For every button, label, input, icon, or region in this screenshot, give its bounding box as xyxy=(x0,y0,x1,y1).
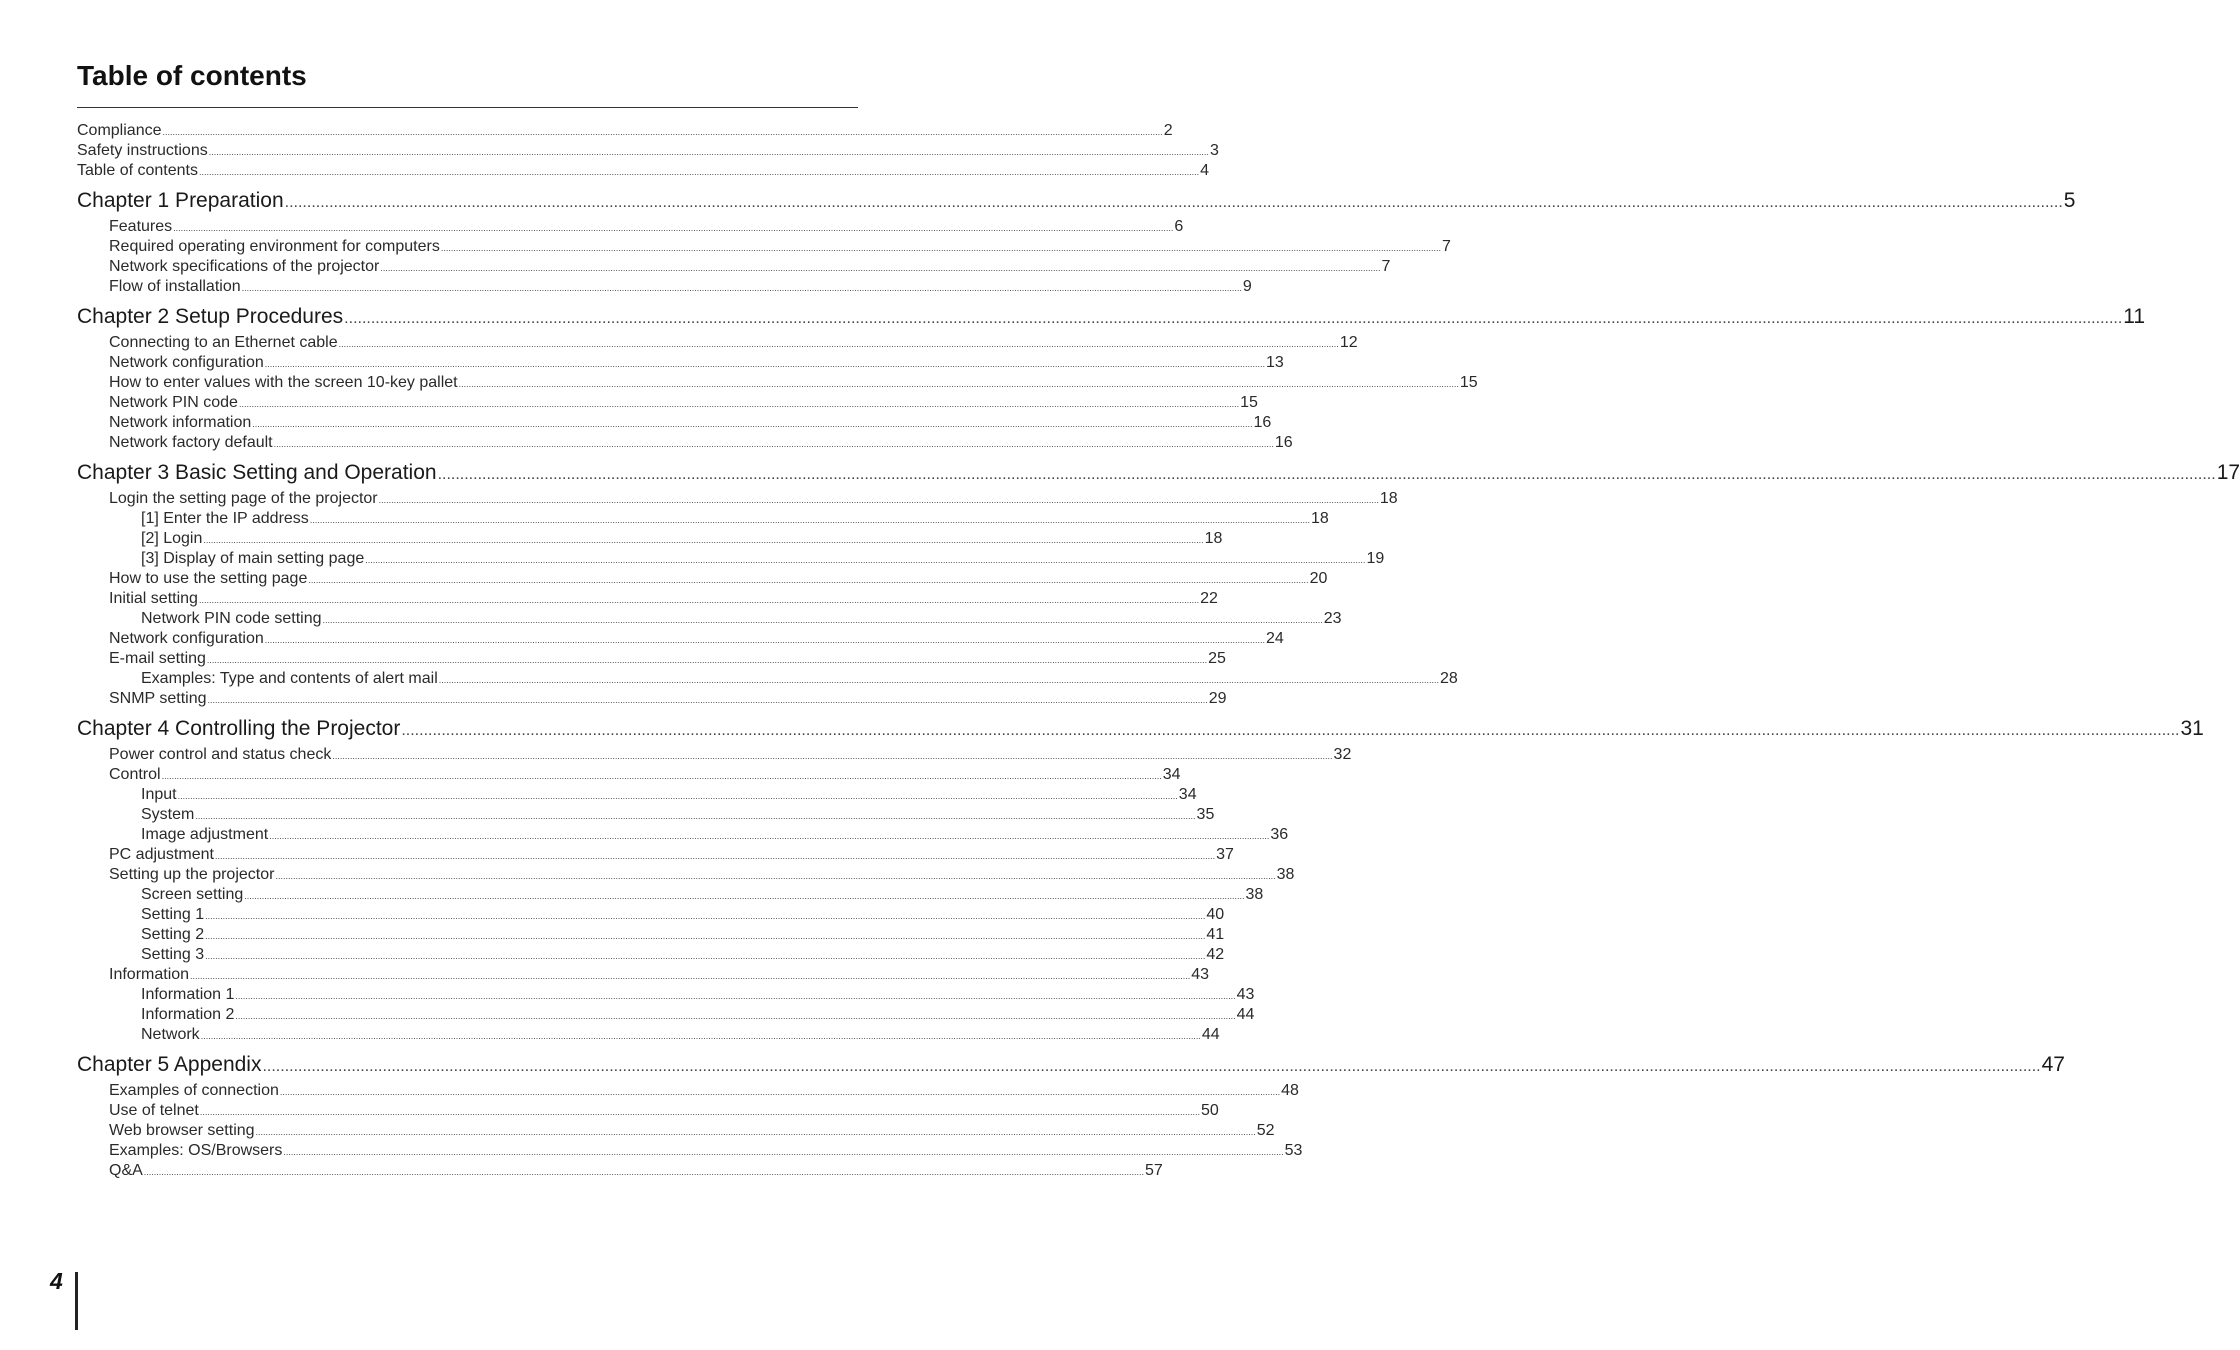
toc-chapter[interactable] xyxy=(77,1052,2065,1078)
toc-item[interactable] xyxy=(77,1081,1299,1101)
toc-entry-page: 48 xyxy=(1281,1082,1299,1099)
toc-leader-dots: ................................................................................................................................................................................................................................................................................................................................................................................................................ xyxy=(238,399,1240,409)
toc-entry-label: Chapter 5 Appendix xyxy=(77,1053,262,1076)
toc-entry-page: 16 xyxy=(1274,434,1293,451)
toc-entry-page: 47 xyxy=(2041,1053,2065,1076)
toc-entry-page: 36 xyxy=(1270,826,1289,843)
toc-entry-label: Image adjustment xyxy=(141,826,269,843)
toc-leader-dots: ................................................................................................................................................................................................................................................................................................................................................................................................................ xyxy=(190,971,1191,981)
toc-entry-label: How to use the setting page xyxy=(109,570,308,587)
toc-entry-page: 43 xyxy=(1236,986,1255,1003)
toc-entry-label: Power control and status check xyxy=(109,746,332,763)
toc-entry-page: 16 xyxy=(1253,414,1272,431)
toc-leader-dots: ................................................................................................................................................................................................................................................................................................................................................................................................................ xyxy=(269,831,1270,841)
toc-item[interactable] xyxy=(77,965,1210,985)
toc-subitem[interactable] xyxy=(77,945,1225,965)
toc-leader-dots: ................................................................................................................................................................................................................................................................................................................................................................................................................ xyxy=(437,466,2216,483)
toc-entry-label: [2] Login xyxy=(141,530,203,547)
toc-entry-page: 4 xyxy=(1200,162,1210,179)
title-divider xyxy=(77,107,858,108)
toc-entry-page: 12 xyxy=(1339,334,1358,351)
toc-subitem[interactable] xyxy=(77,925,1225,945)
toc-leader-dots: ................................................................................................................................................................................................................................................................................................................................................................................................................ xyxy=(205,911,1206,921)
toc-item[interactable] xyxy=(77,1141,1303,1161)
toc-entry-label: Setting up the projector xyxy=(109,866,275,883)
toc-subitem[interactable] xyxy=(77,885,1264,905)
toc-entry-label: Chapter 1 Preparation xyxy=(77,189,284,212)
toc-entry-page: 18 xyxy=(1379,490,1398,507)
toc-subitem[interactable] xyxy=(77,785,1197,805)
toc-entry-page: 50 xyxy=(1201,1102,1219,1119)
toc-entry-label: Login the setting page of the projector xyxy=(109,490,378,507)
toc-entry-label: Information 2 xyxy=(141,1006,235,1023)
toc-item[interactable] xyxy=(77,629,1284,649)
toc-leader-dots: ................................................................................................................................................................................................................................................................................................................................................................................................................ xyxy=(207,695,1208,705)
toc-entry-label: Compliance xyxy=(77,122,162,139)
toc-subitem[interactable] xyxy=(77,1005,1255,1025)
toc-entry-label: Setting 1 xyxy=(141,906,205,923)
toc-entry-page: 15 xyxy=(1459,374,1478,391)
toc-item[interactable] xyxy=(77,589,1218,609)
toc-entry-label: Chapter 3 Basic Setting and Operation xyxy=(77,461,437,484)
toc-item[interactable] xyxy=(77,393,1258,413)
toc-entry-label: Network factory default xyxy=(109,434,273,451)
toc-entry-label: [3] Display of main setting page xyxy=(141,550,365,567)
toc-leader-dots: ................................................................................................................................................................................................................................................................................................................................................................................................................ xyxy=(262,1058,2041,1075)
toc-leader-dots: ................................................................................................................................................................................................................................................................................................................................................................................................................ xyxy=(284,194,2063,211)
toc-entry-label: Flow of installation xyxy=(109,278,241,295)
toc-entry-label: System xyxy=(141,806,195,823)
toc-entry-label: Examples: OS/Browsers xyxy=(109,1142,283,1159)
toc-front-matter[interactable] xyxy=(77,141,1219,161)
toc-leader-dots: ................................................................................................................................................................................................................................................................................................................................................................................................................ xyxy=(198,167,1200,177)
toc-item[interactable] xyxy=(77,845,1234,865)
toc-leader-dots: ................................................................................................................................................................................................................................................................................................................................................................................................................ xyxy=(205,931,1206,941)
toc-entry-page: 6 xyxy=(1174,218,1184,235)
toc-entry-page: 23 xyxy=(1323,610,1342,627)
toc-entry-label: Network information xyxy=(109,414,252,431)
toc-entry-label: Network configuration xyxy=(109,354,264,371)
toc-entry-page: 44 xyxy=(1236,1006,1255,1023)
toc-entry-page: 29 xyxy=(1208,690,1227,707)
toc-leader-dots: ................................................................................................................................................................................................................................................................................................................................................................................................................ xyxy=(173,223,1174,233)
toc-leader-dots: ................................................................................................................................................................................................................................................................................................................................................................................................................ xyxy=(365,555,1366,565)
toc-subitem[interactable] xyxy=(77,825,1289,845)
toc-entry-page: 38 xyxy=(1276,866,1295,883)
toc-entry-label: Setting 2 xyxy=(141,926,205,943)
toc-subitem[interactable] xyxy=(77,529,1223,549)
toc-entry-label: E-mail setting xyxy=(109,650,206,667)
toc-entry-label: Web browser setting xyxy=(109,1122,255,1139)
toc-item[interactable] xyxy=(77,489,1398,509)
toc-item[interactable] xyxy=(77,333,1358,353)
toc-item[interactable] xyxy=(77,217,1184,237)
toc-leader-dots: ................................................................................................................................................................................................................................................................................................................................................................................................................ xyxy=(322,615,1323,625)
toc-subitem[interactable] xyxy=(77,985,1255,1005)
toc-item[interactable] xyxy=(77,353,1284,373)
toc-entry-page: 41 xyxy=(1206,926,1225,943)
toc-leader-dots: ................................................................................................................................................................................................................................................................................................................................................................................................................ xyxy=(401,722,2180,739)
toc-entry-page: 32 xyxy=(1333,746,1352,763)
toc-entry-page: 42 xyxy=(1206,946,1225,963)
toc-leader-dots: ................................................................................................................................................................................................................................................................................................................................................................................................................ xyxy=(161,771,1162,781)
toc-subitem[interactable] xyxy=(77,805,1215,825)
toc-entry-label: PC adjustment xyxy=(109,846,214,863)
toc-leader-dots: ................................................................................................................................................................................................................................................................................................................................................................................................................ xyxy=(283,1147,1284,1157)
toc-entry-label: Chapter 4 Controlling the Projector xyxy=(77,717,401,740)
toc-subitem[interactable] xyxy=(77,1025,1220,1045)
toc-entry-label: Network PIN code xyxy=(109,394,238,411)
toc-entry-page: 37 xyxy=(1216,846,1234,863)
toc-entry-label: SNMP setting xyxy=(109,690,207,707)
toc-entry-page: 25 xyxy=(1208,650,1226,667)
toc-subitem[interactable] xyxy=(77,905,1225,925)
toc-entry-label: Control xyxy=(109,766,161,783)
toc-leader-dots: ................................................................................................................................................................................................................................................................................................................................................................................................................ xyxy=(438,675,1439,685)
toc-item[interactable] xyxy=(77,569,1328,589)
toc-item[interactable] xyxy=(77,1121,1275,1141)
toc-item[interactable] xyxy=(77,433,1293,453)
toc-entry-label: Safety instructions xyxy=(77,142,208,159)
toc-leader-dots: ................................................................................................................................................................................................................................................................................................................................................................................................................ xyxy=(273,439,1274,449)
toc-entry-page: 17 xyxy=(2216,461,2240,484)
toc-leader-dots: ................................................................................................................................................................................................................................................................................................................................................................................................................ xyxy=(279,1087,1281,1097)
toc-leader-dots: ................................................................................................................................................................................................................................................................................................................................................................................................................ xyxy=(264,359,1265,369)
toc-leader-dots: ................................................................................................................................................................................................................................................................................................................................................................................................................ xyxy=(241,283,1242,293)
toc-leader-dots: ................................................................................................................................................................................................................................................................................................................................................................................................................ xyxy=(380,263,1381,273)
toc-entry-page: 15 xyxy=(1240,394,1258,411)
toc-leader-dots: ................................................................................................................................................................................................................................................................................................................................................................................................................ xyxy=(206,655,1208,665)
toc-entry-page: 34 xyxy=(1178,786,1197,803)
toc-leader-dots: ................................................................................................................................................................................................................................................................................................................................................................................................................ xyxy=(208,147,1209,157)
toc-list xyxy=(77,121,2240,1181)
toc-leader-dots: ................................................................................................................................................................................................................................................................................................................................................................................................................ xyxy=(200,1031,1201,1041)
toc-entry-page: 53 xyxy=(1284,1142,1303,1159)
toc-item[interactable] xyxy=(77,237,1451,257)
toc-leader-dots: ................................................................................................................................................................................................................................................................................................................................................................................................................ xyxy=(378,495,1379,505)
toc-leader-dots: ................................................................................................................................................................................................................................................................................................................................................................................................................ xyxy=(214,851,1216,861)
toc-item[interactable] xyxy=(77,373,1478,393)
toc-entry-label: Network xyxy=(141,1026,200,1043)
toc-item[interactable] xyxy=(77,1161,1163,1181)
toc-entry-page: 5 xyxy=(2063,189,2076,212)
page-title: Table of contents xyxy=(77,60,307,91)
toc-entry-page: 7 xyxy=(1381,258,1391,275)
toc-entry-label: [1] Enter the IP address xyxy=(141,510,309,527)
toc-entry-label: Q&A xyxy=(109,1162,143,1179)
toc-entry-label: Information xyxy=(109,966,190,983)
toc-leader-dots: ................................................................................................................................................................................................................................................................................................................................................................................................................ xyxy=(177,791,1178,801)
toc-leader-dots: ................................................................................................................................................................................................................................................................................................................................................................................................................ xyxy=(199,1107,1201,1117)
toc-entry-label: Required operating environment for computers xyxy=(109,238,440,255)
toc-leader-dots: ................................................................................................................................................................................................................................................................................................................................................................................................................ xyxy=(162,127,1163,137)
toc-entry-label: Network specifications of the projector xyxy=(109,258,380,275)
toc-leader-dots: ................................................................................................................................................................................................................................................................................................................................................................................................................ xyxy=(440,243,1442,253)
toc-entry-label: Connecting to an Ethernet cable xyxy=(109,334,338,351)
toc-entry-page: 57 xyxy=(1145,1162,1163,1179)
toc-item[interactable] xyxy=(77,689,1227,709)
toc-entry-page: 52 xyxy=(1256,1122,1275,1139)
toc-entry-label: Features xyxy=(109,218,173,235)
toc-item[interactable] xyxy=(77,649,1226,669)
toc-entry-label: Examples: Type and contents of alert mail xyxy=(141,670,438,687)
toc-item[interactable] xyxy=(77,413,1272,433)
toc-entry-label: Network PIN code setting xyxy=(141,610,322,627)
toc-entry-page: 38 xyxy=(1245,886,1264,903)
toc-subitem[interactable] xyxy=(77,669,1458,689)
toc-chapter[interactable] xyxy=(77,716,2204,742)
toc-entry-label: Screen setting xyxy=(141,886,244,903)
toc-entry-page: 18 xyxy=(1311,510,1329,527)
toc-entry-page: 22 xyxy=(1200,590,1218,607)
toc-entry-page: 20 xyxy=(1309,570,1328,587)
toc-leader-dots: ................................................................................................................................................................................................................................................................................................................................................................................................................ xyxy=(275,871,1276,881)
toc-item[interactable] xyxy=(77,1101,1219,1121)
toc-entry-page: 35 xyxy=(1196,806,1215,823)
toc-leader-dots: ................................................................................................................................................................................................................................................................................................................................................................................................................ xyxy=(143,1167,1144,1177)
toc-entry-label: Initial setting xyxy=(109,590,198,607)
toc-entry-page: 44 xyxy=(1201,1026,1220,1043)
toc-entry-page: 11 xyxy=(2123,305,2146,328)
toc-entry-page: 2 xyxy=(1163,122,1173,139)
toc-leader-dots: ................................................................................................................................................................................................................................................................................................................................................................................................................ xyxy=(198,595,1200,605)
toc-leader-dots: ................................................................................................................................................................................................................................................................................................................................................................................................................ xyxy=(203,535,1204,545)
toc-entry-page: 3 xyxy=(1209,142,1219,159)
toc-entry-page: 28 xyxy=(1439,670,1458,687)
page-number-bar xyxy=(75,1272,78,1330)
toc-leader-dots: ................................................................................................................................................................................................................................................................................................................................................................................................................ xyxy=(332,751,1333,761)
toc-entry-label: Chapter 2 Setup Procedures xyxy=(77,305,344,328)
toc-item[interactable] xyxy=(77,865,1295,885)
toc-entry-page: 43 xyxy=(1191,966,1210,983)
toc-item[interactable] xyxy=(77,745,1352,765)
toc-entry-page: 31 xyxy=(2180,717,2204,740)
toc-front-matter[interactable] xyxy=(77,161,1210,181)
toc-subitem[interactable] xyxy=(77,609,1342,629)
toc-leader-dots: ................................................................................................................................................................................................................................................................................................................................................................................................................ xyxy=(338,339,1339,349)
toc-entry-page: 7 xyxy=(1442,238,1451,255)
toc-entry-label: Setting 3 xyxy=(141,946,205,963)
toc-front-matter[interactable] xyxy=(77,121,1173,141)
toc-entry-page: 40 xyxy=(1206,906,1225,923)
toc-leader-dots: ................................................................................................................................................................................................................................................................................................................................................................................................................ xyxy=(255,1127,1256,1137)
toc-item[interactable] xyxy=(77,765,1181,785)
toc-chapter[interactable] xyxy=(77,460,2240,486)
toc-leader-dots: ................................................................................................................................................................................................................................................................................................................................................................................................................ xyxy=(252,419,1253,429)
toc-entry-label: Information 1 xyxy=(141,986,235,1003)
toc-chapter[interactable] xyxy=(77,188,2076,214)
toc-leader-dots: ................................................................................................................................................................................................................................................................................................................................................................................................................ xyxy=(264,635,1265,645)
toc-leader-dots: ................................................................................................................................................................................................................................................................................................................................................................................................................ xyxy=(344,310,2123,327)
toc-leader-dots: ................................................................................................................................................................................................................................................................................................................................................................................................................ xyxy=(235,991,1236,1001)
toc-entry-label: How to enter values with the screen 10-key pallet xyxy=(109,374,458,391)
toc-leader-dots: ................................................................................................................................................................................................................................................................................................................................................................................................................ xyxy=(458,379,1459,389)
toc-entry-page: 34 xyxy=(1162,766,1181,783)
page-number: 4 xyxy=(50,1268,63,1294)
toc-entry-label: Network configuration xyxy=(109,630,264,647)
toc-chapter[interactable] xyxy=(77,304,2146,330)
toc-leader-dots: ................................................................................................................................................................................................................................................................................................................................................................................................................ xyxy=(235,1011,1236,1021)
toc-entry-page: 13 xyxy=(1265,354,1284,371)
toc-entry-page: 9 xyxy=(1242,278,1252,295)
toc-entry-label: Input xyxy=(141,786,177,803)
toc-subitem[interactable] xyxy=(77,509,1329,529)
toc-entry-page: 18 xyxy=(1204,530,1223,547)
toc-leader-dots: ................................................................................................................................................................................................................................................................................................................................................................................................................ xyxy=(195,811,1196,821)
toc-entry-page: 24 xyxy=(1265,630,1284,647)
toc-leader-dots: ................................................................................................................................................................................................................................................................................................................................................................................................................ xyxy=(244,891,1245,901)
toc-item[interactable] xyxy=(77,257,1391,277)
toc-leader-dots: ................................................................................................................................................................................................................................................................................................................................................................................................................ xyxy=(309,515,1311,525)
toc-entry-label: Table of contents xyxy=(77,162,198,179)
toc-leader-dots: ................................................................................................................................................................................................................................................................................................................................................................................................................ xyxy=(308,575,1309,585)
toc-entry-label: Use of telnet xyxy=(109,1102,199,1119)
toc-leader-dots: ................................................................................................................................................................................................................................................................................................................................................................................................................ xyxy=(205,951,1206,961)
toc-item[interactable] xyxy=(77,277,1252,297)
toc-entry-page: 19 xyxy=(1366,550,1385,567)
toc-subitem[interactable] xyxy=(77,549,1385,569)
toc-entry-label: Examples of connection xyxy=(109,1082,279,1099)
